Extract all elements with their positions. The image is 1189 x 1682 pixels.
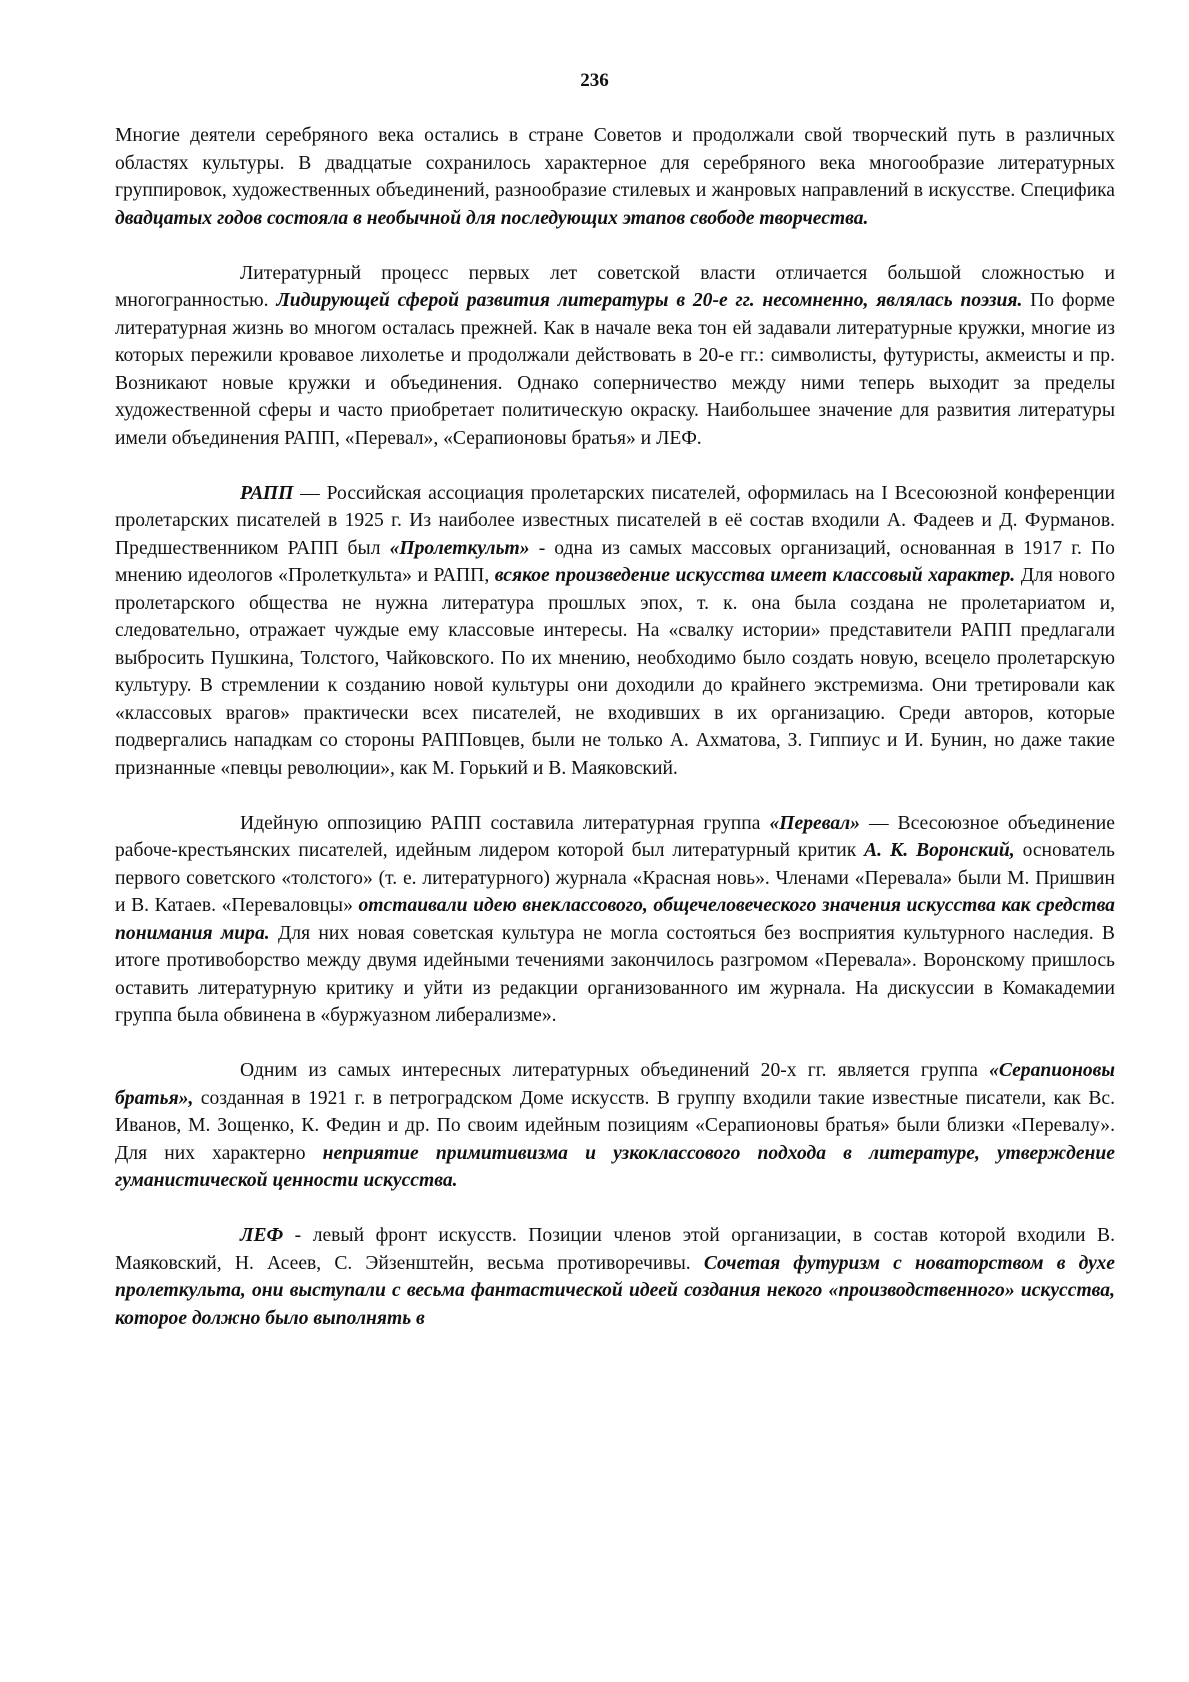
paragraph-text: созданная в 1921 г. в петроградском Доме искусств. В группу входили такие известные писатели, как Вс. Иванов, М. Зощенко, К. Федин и др. По своим идейным позициям «Серапионовы братья» были близки «Перевалу». Для них характерно [115, 1087, 1115, 1164]
paragraph-text: — Российская ассоциация пролетарских писателей, оформилась на I Всесоюзной конференции пролетарских писателей в 1925 г. Из наиболее известных писателей в её состав входили А. Фадеев и Д. Фурманов. Предшественником РАПП был [115, 482, 1115, 559]
emphasis-text: отстаивали идею внеклассового, общечеловеческого значения искусства как средства понимания мира. [115, 895, 1115, 944]
paragraph-silver-age-intro [115, 122, 1115, 232]
term-serapion-brothers: «Серапионовы братья», [115, 1060, 1115, 1109]
emphasis-text: неприятие примитивизма и узкоклассового подхода в литературе, утверждение гуманистической ценности искусства. [115, 1142, 1115, 1191]
term-rapp: РАПП [240, 482, 294, 504]
paragraph-text: основатель первого советского «толстого» (т. е. литературного) журнала «Красная новь». Членами «Перевала» были М. Пришвин и В. Катаев. «Переваловцы» [115, 840, 1115, 916]
term-voronsky: А. К. Воронский, [864, 840, 1015, 861]
paragraph-text: — Всесоюзное объединение рабоче-крестьянских писателей, идейным лидером которой был литературный критик [115, 812, 1115, 861]
paragraph-literary-process [115, 260, 1115, 453]
emphasis-text: Лидирующей сферой развития литературы в 20-е гг. несомненно, являлась поэзия. [276, 290, 1023, 311]
emphasis-text: двадцатых годов состояла в необычной для последующих этапов свободе творчества. [115, 207, 869, 229]
page-number: 236 [580, 70, 609, 91]
paragraph-text: Литературный процесс первых лет советской власти отличается большой сложностью и многогранностью. [115, 262, 1115, 311]
paragraph-text: По форме литературная жизнь во многом осталась прежней. Как в начале века тон ей задавали литературные кружки, многие из которых пережили кровавое лихолетье и продолжали действовать в 20-е гг.: символисты, футуристы, акмеисты и пр. Возникают новые кружки и объединения. Однако соперничество между ними теперь выходит за пределы художественной сферы и часто приобретает политическую окраску. Наибольшее значение для развития литературы имели объединения РАПП, «Перевал», «Серапионовы братья» и ЛЕФ. [115, 290, 1115, 449]
paragraph-text: Многие деятели серебряного века остались в стране Советов и продолжали свой творческий путь в различных областях культуры. В двадцатые сохранилось характерное для серебряного века многообразие литературных группировок, художественных объединений, разнообразие стилевых и жанровых направлений в искусстве. Специфика [115, 125, 1115, 201]
paragraph-text: - левый фронт искусств. Позиции членов этой организации, в состав которой входили В. Маяковский, Н. Асеев, С. Эйзенштейн, весьма противоречивы. [115, 1225, 1115, 1274]
term-lef: ЛЕФ [240, 1225, 284, 1246]
term-pereval: «Перевал» [769, 812, 860, 834]
paragraph-text: Идейную оппозицию РАПП составила литературная группа [240, 812, 770, 834]
paragraph-pereval [115, 810, 1115, 1030]
emphasis-text: всякое произведение искусства имеет классовый характер. [494, 565, 1016, 586]
paragraph-serapion-brothers [115, 1057, 1115, 1195]
emphasis-text: Сочетая футуризм с новаторством в духе пролеткульта, они выступали с весьма фантастической идеей создания некого «производственного» искусства, которое должно было выполнять в [115, 1252, 1116, 1329]
paragraph-text: - одна из самых массовых организаций, основанная в 1917 г. По мнению идеологов «Пролеткульта» и РАПП, [115, 537, 1115, 586]
paragraph-rapp [115, 480, 1115, 783]
paragraph-text: Одним из самых интересных литературных объединений 20-х гг. является группа [240, 1060, 990, 1081]
paragraph-text: Для нового пролетарского общества не нужна литература прошлых эпох, т. к. она была создана не пролетариатом и, следовательно, отражает чуждые ему классовые интересы. На «свалку истории» представители РАПП предлагали выбросить Пушкина, Толстого, Чайковского. По их мнению, необходимо было создать новую, всецело пролетарскую культуру. В стремлении к созданию новой культуры они доходили до крайнего экстремизма. Они третировали как «классовых врагов» практически всех писателей, не входивших в их организацию. Среди авторов, которые подвергались нападкам со стороны РАППовцев, были не только А. Ахматова, З. Гиппиус и И. Бунин, но даже такие признанные «певцы революции», как М. Горький и В. Маяковский. [115, 565, 1115, 779]
paragraph-text: Для них новая советская культура не могла состояться без восприятия культурного наследия. В итоге противоборство между двумя идейными течениями закончилось разгромом «Перевала». Воронскому пришлось оставить литературную критику и уйти из редакции организованного им журнала. На дискуссии в Комакадемии группа была обвинена в «буржуазном либерализме». [115, 922, 1115, 1026]
page-body [115, 122, 1115, 1360]
term-proletkult: «Пролеткульт» [389, 537, 530, 559]
paragraph-lef [115, 1222, 1115, 1332]
